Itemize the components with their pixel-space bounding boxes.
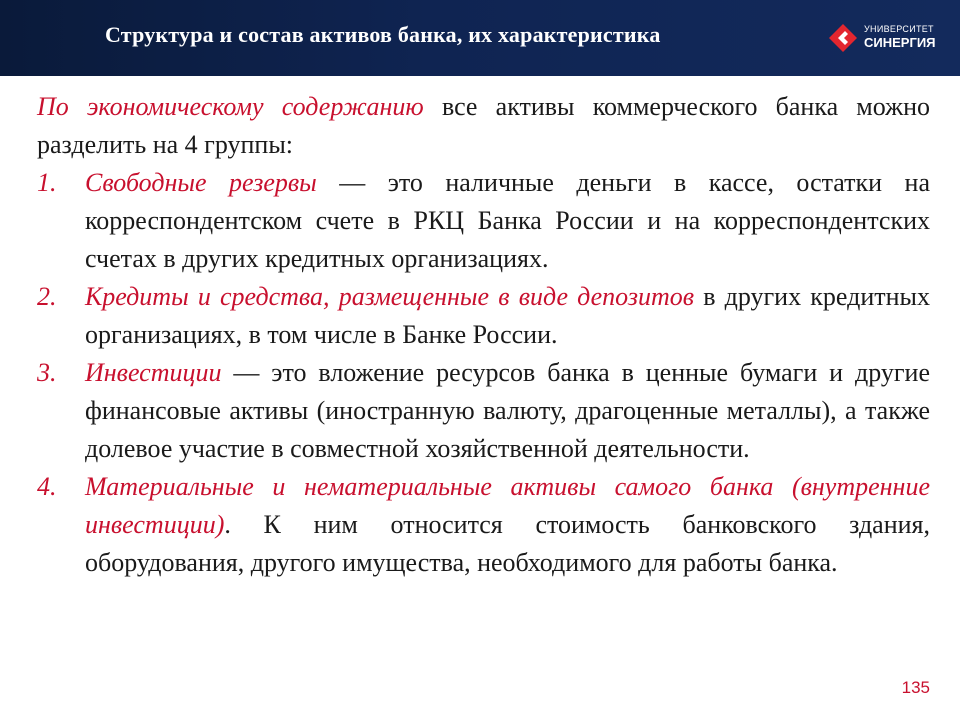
asset-groups-list (37, 164, 930, 582)
item-number: 1. (37, 168, 57, 197)
list-item (37, 468, 930, 582)
intro-paragraph (37, 88, 930, 164)
item-accent: Инвестиции (85, 358, 222, 387)
item-number: 3. (37, 358, 57, 387)
item-number: 2. (37, 282, 57, 311)
item-text: — это вложение ресурсов банка в ценные бумаги и другие финансовые активы (иностранную валюту, драгоценные металлы), а также долевое участие в совместной хозяйственной деятельности. (85, 358, 930, 463)
slide-title: Структура и состав активов банка, их характеристика (105, 22, 661, 47)
page-number: 135 (901, 678, 930, 697)
item-number: 4. (37, 472, 57, 501)
logo-line-2: СИНЕРГИЯ (864, 35, 936, 50)
synergy-logo-icon (828, 23, 858, 53)
logo-line-1: УНИВЕРСИТЕТ (864, 24, 934, 34)
item-text: в других кредитных организациях, в том числе в Банке России. (85, 282, 930, 349)
intro-text: все активы коммерческого банка можно разделить на 4 группы: (37, 92, 930, 159)
synergy-logo (828, 22, 938, 56)
list-item (37, 354, 930, 468)
slide-content (37, 88, 930, 582)
item-text: — это наличные деньги в кассе, остатки на корреспондентском счете в РКЦ Банка России и на корреспондентских счетах в других кредитных организациях. (85, 168, 930, 273)
item-accent: Кредиты и средства, размещенные в виде депозитов (85, 282, 695, 311)
intro-accent: По экономическому содержанию (37, 92, 424, 121)
item-accent: Свободные резервы (85, 168, 317, 197)
list-item (37, 278, 930, 354)
logo-text (864, 25, 936, 49)
item-text: . К ним относится стоимость банковского здания, оборудования, другого имущества, необходимого для работы банка. (85, 510, 930, 577)
slide-header (0, 0, 960, 76)
item-accent: Материальные и нематериальные активы самого банка (внутренние инвестиции) (85, 472, 930, 539)
list-item (37, 164, 930, 278)
